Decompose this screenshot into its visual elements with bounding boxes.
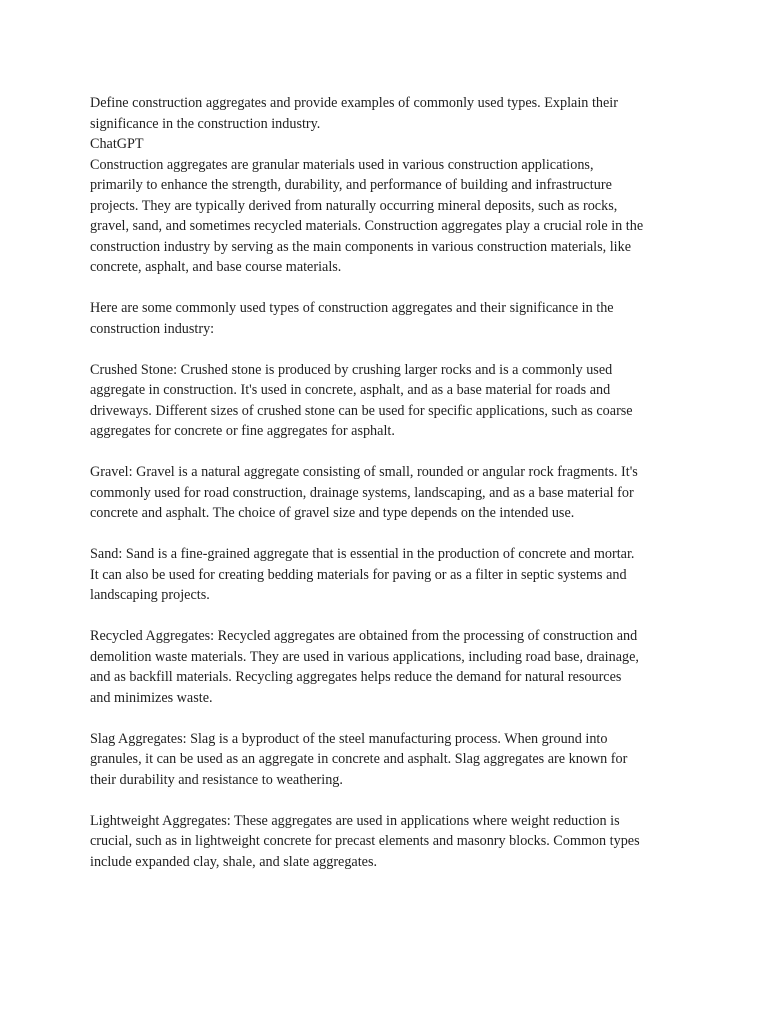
text-line: Crushed Stone: Crushed stone is produced by crushing larger rocks and is a commonly used [90,361,613,378]
paragraph-recycled [90,626,690,708]
text-line: Here are some commonly used types of construction aggregates and their significance in the [90,300,614,316]
text-line: It can also be used for creating bedding materials for paving or as a filter in septic systems and [90,566,627,583]
text-line: demolition waste materials. They are used in various applications, including road base, drainage, [90,648,639,665]
paragraph-gap [90,524,690,545]
paragraph-gravel [90,462,690,524]
document-page [90,93,690,872]
text-line: crucial, such as in lightweight concrete for precast elements and masonry blocks. Common types [90,833,640,849]
text-line: and as backfill materials. Recycling aggregates helps reduce the demand for natural resources [90,669,622,685]
paragraph-gap [90,708,690,729]
paragraph-crushed-stone [90,360,690,442]
text-line: Gravel: Gravel is a natural aggregate consisting of small, rounded or angular rock fragments. It's [90,464,638,480]
text-line: projects. They are typically derived from naturally occurring mineral deposits, such as rocks, [90,197,618,214]
text-line: concrete and asphalt. The choice of gravel size and type depends on the intended use. [90,505,575,521]
speaker-label [90,134,690,155]
text-line: and minimizes waste. [90,689,213,706]
text-line: primarily to enhance the strength, durability, and performance of building and infrastructure [90,177,612,193]
text-line: landscaping projects. [90,587,210,603]
text-line: Slag Aggregates: Slag is a byproduct of the steel manufacturing process. When ground into [90,730,608,747]
text-line: driveways. Different sizes of crushed stone can be used for specific applications, such as coarse [90,402,633,419]
paragraph-gap [90,606,690,627]
text-line: granules, it can be used as an aggregate in concrete and asphalt. Slag aggregates are known for [90,751,628,767]
paragraph-gap [90,790,690,811]
text-line: Construction aggregates are granular materials used in various construction applications, [90,156,594,173]
speaker-name: ChatGPT [90,136,144,152]
paragraph-sand [90,544,690,606]
question-line: significance in the construction industry. [90,115,321,132]
text-line: Recycled Aggregates: Recycled aggregates are obtained from the processing of construction and [90,628,638,644]
text-line: Lightweight Aggregates: These aggregates are used in applications where weight reduction is [90,812,620,829]
text-line: commonly used for road construction, drainage systems, landscaping, and as a base material for [90,484,634,501]
paragraph-list-intro [90,298,690,339]
text-line: Sand: Sand is a fine-grained aggregate that is essential in the production of concrete and mortar. [90,546,635,562]
text-line: aggregate in construction. It's used in concrete, asphalt, and as a base material for roads and [90,382,611,398]
paragraph-gap [90,339,690,360]
text-line: include expanded clay, shale, and slate aggregates. [90,853,378,870]
paragraph-gap [90,442,690,463]
question-text [90,93,690,134]
text-line: construction industry: [90,320,215,337]
text-line: aggregates for concrete or fine aggregates for asphalt. [90,423,395,439]
paragraph-lightweight [90,811,690,873]
text-line: construction industry by serving as the main components in various construction materials, like [90,238,631,255]
paragraph-gap [90,278,690,299]
text-line: their durability and resistance to weathering. [90,771,343,788]
question-line: Define construction aggregates and provide examples of commonly used types. Explain their [90,95,618,111]
paragraph-intro [90,155,690,278]
text-line: concrete, asphalt, and base course materials. [90,259,342,275]
paragraph-slag [90,729,690,791]
text-line: gravel, sand, and sometimes recycled materials. Construction aggregates play a crucial role in the [90,218,644,234]
